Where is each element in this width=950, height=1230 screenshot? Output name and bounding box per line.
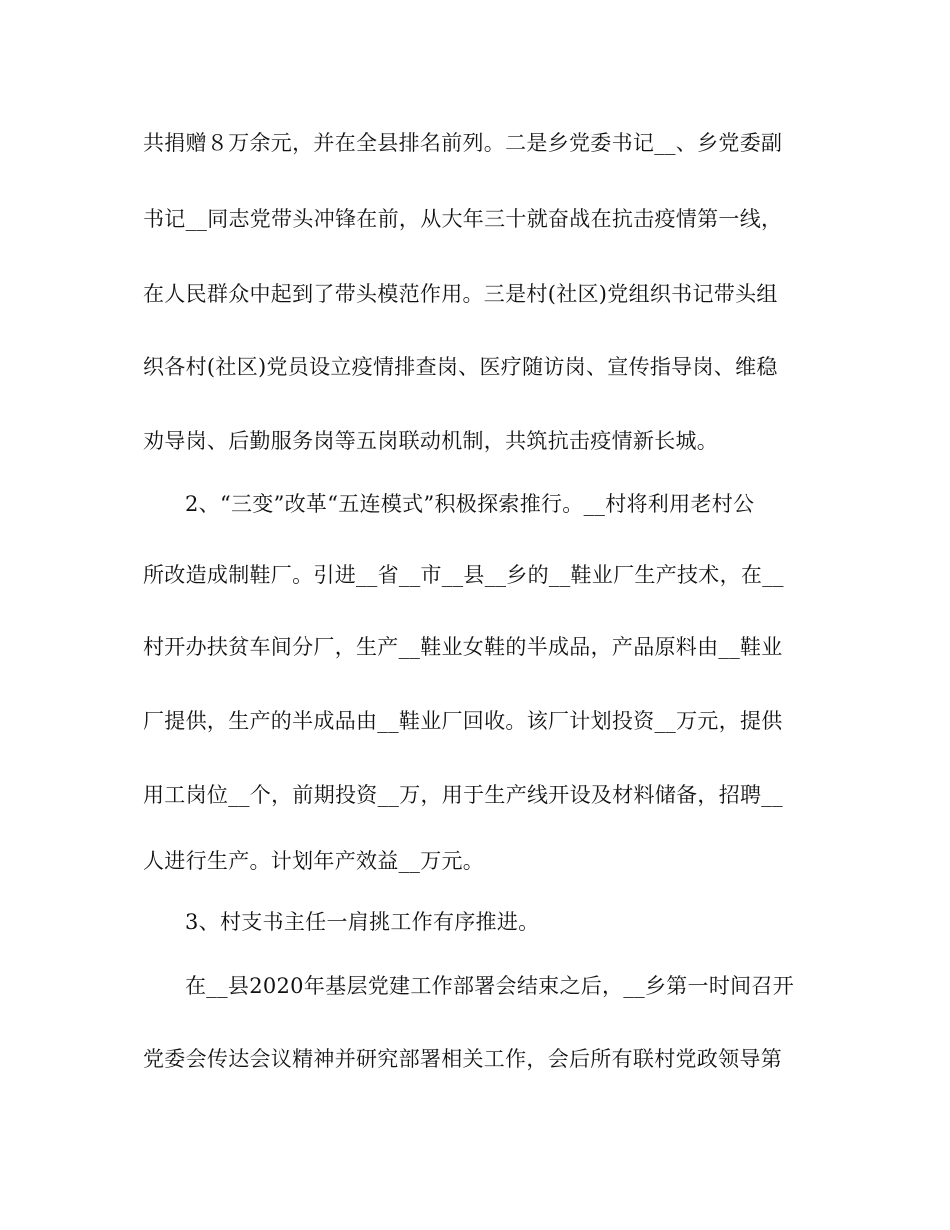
text-line: 所改造成制鞋厂。引进__省__市__县__乡的__鞋业厂生产技术，在__ (143, 563, 784, 587)
section-heading-3: 3、村支书主任一肩挑工作有序推进。 (185, 910, 540, 934)
text-line: 村开办扶贫车间分厂，生产__鞋业女鞋的半成品，产品原料由__鞋业 (143, 635, 783, 659)
text-line: 劝导岗、后勤服务岗等五岗联动机制，共筑抗击疫情新长城。 (143, 429, 719, 453)
text-line: 在人民群众中起到了带头模范作用。三是村(社区)党组织书记带头组 (143, 282, 778, 306)
text-line: 在__县2020年基层党建工作部署会结束之后，__乡第一时间召开 (185, 974, 795, 998)
text-line: 人进行生产。计划年产效益__万元。 (143, 849, 485, 873)
text-line: 共捐赠８万余元，并在全县排名前列。二是乡党委书记__、乡党委副 (143, 131, 783, 155)
text-line: 厂提供，生产的半成品由__鞋业厂回收。该厂计划投资__万元，提供 (143, 709, 783, 733)
text-line: 织各村(社区)党员设立疫情排查岗、医疗随访岗、宣传指导岗、维稳 (143, 355, 778, 379)
text-line: 用工岗位__个，前期投资__万，用于生产线开设及材料储备，招聘__ (143, 783, 783, 807)
text-line: 党委会传达会议精神并研究部署相关工作，会后所有联村党政领导第 (143, 1047, 782, 1071)
text-line: 书记__同志党带头冲锋在前，从大年三十就奋战在抗击疫情第一线， (143, 207, 783, 231)
section-heading-2: 2、“三变”改革“五连模式”积极探索推行。__村将利用老村公 (185, 492, 755, 516)
